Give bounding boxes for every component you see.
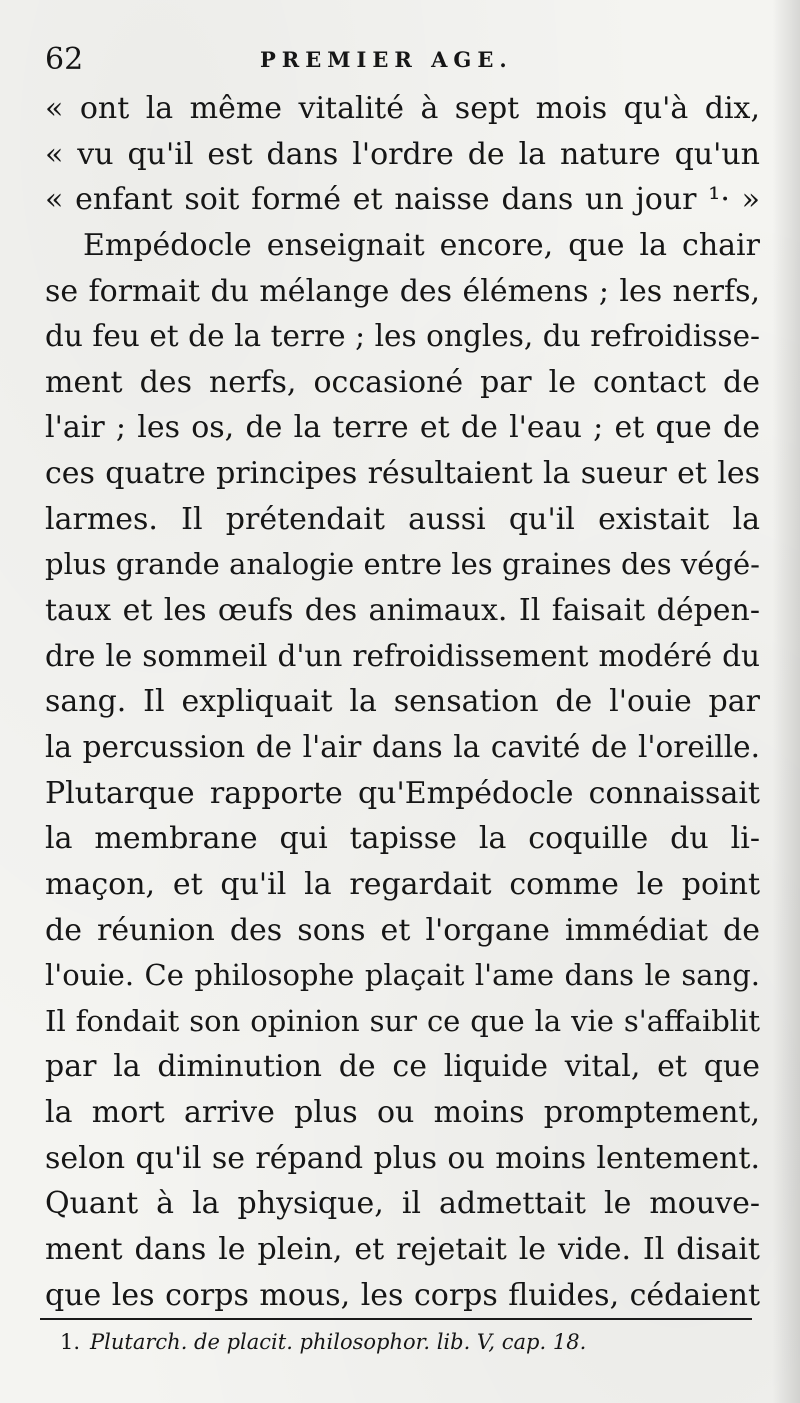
- text-line: se formait du mélange des élémens ; les nerfs,: [45, 273, 760, 309]
- text-line: ces quatre principes résultaient la sueur et les: [45, 456, 760, 492]
- body-text: [45, 86, 760, 1318]
- text-line: larmes. Il prétendait aussi qu'il existait la: [45, 501, 760, 537]
- footnote: [60, 1325, 750, 1359]
- text-line: ment des nerfs, occasioné par le contact de: [45, 364, 760, 400]
- text-line: dre le sommeil d'un refroidissement modéré du: [45, 638, 760, 673]
- running-head: PREMIER AGE.: [260, 47, 513, 72]
- text-line: maçon, et qu'il la regardait comme le point: [45, 866, 760, 902]
- text-line: « enfant soit formé et naisse dans un jour ¹· »: [45, 182, 760, 218]
- text-line: « ont la même vitalité à sept mois qu'à dix,: [45, 91, 760, 126]
- text-line: Il fondait son opinion sur ce que la vie s'affaiblit: [45, 1003, 760, 1038]
- text-line: la percussion de l'air dans la cavité de l'oreille.: [45, 729, 760, 764]
- text-line: que les corps mous, les corps fluides, cédaient: [45, 1277, 760, 1313]
- footnote-text: Plutarch. de placit. philosophor. lib. V, cap. 18.: [90, 1330, 587, 1354]
- paragraph-start-line: Empédocle enseignait encore, que la chair: [83, 227, 760, 263]
- text-line: de réunion des sons et l'organe immédiat de: [45, 912, 760, 948]
- text-line: la membrane qui tapisse la coquille du li-: [45, 821, 760, 857]
- text-line: par la diminution de ce liquide vital, et que: [45, 1049, 760, 1085]
- text-line: taux et les œufs des animaux. Il faisait dépen-: [45, 593, 760, 629]
- page-number: 62: [45, 42, 84, 77]
- text-line: selon qu'il se répand plus ou moins lentement.: [45, 1140, 760, 1176]
- text-line: plus grande analogie entre les graines des végé-: [45, 547, 760, 582]
- text-line: du feu et de la terre ; les ongles, du refroidisse-: [45, 319, 760, 354]
- text-line: la mort arrive plus ou moins promptement,: [45, 1095, 760, 1131]
- text-line: l'air ; les os, de la terre et de l'eau ; et que de: [45, 410, 760, 446]
- text-line: ment dans le plein, et rejetait le vide. Il disait: [45, 1232, 760, 1268]
- footnote-number: 1.: [60, 1330, 81, 1354]
- text-line: Quant à la physique, il admettait le mouve-: [45, 1186, 760, 1222]
- page-edge-shadow: [772, 0, 800, 1403]
- footnote-rule: [40, 1318, 752, 1320]
- text-line: Plutarque rapporte qu'Empédocle connaissait: [45, 775, 760, 811]
- page-header: [45, 40, 760, 80]
- text-line: « vu qu'il est dans l'ordre de la nature qu'un: [45, 136, 760, 172]
- text-line: sang. Il expliquait la sensation de l'ouie par: [45, 684, 760, 720]
- text-line: l'ouie. Ce philosophe plaçait l'ame dans le sang.: [45, 958, 760, 993]
